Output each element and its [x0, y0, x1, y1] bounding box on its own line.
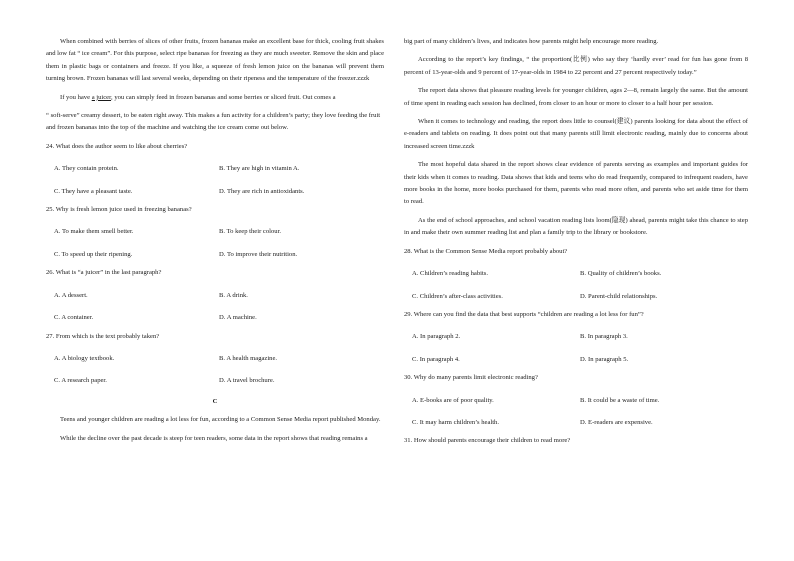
q30-option-c: C. It may harm children’s health.	[412, 418, 499, 426]
question-26-options	[54, 280, 384, 325]
q24-option-c: C. They have a pleasant taste.	[54, 187, 133, 195]
question-30-options	[412, 385, 748, 430]
q26-option-a: A. A dessert.	[54, 291, 88, 299]
question-24-options	[54, 153, 384, 198]
question-26: 26. What is “a juicer” in the last paragraph?	[46, 269, 162, 277]
question-25: 25. Why is fresh lemon juice used in freezing bananas?	[46, 206, 192, 214]
passage-c-continuation: big part of many children’s lives, and indicates how parents might help encourage more reading.	[404, 38, 659, 45]
question-29: 29. Where can you find the data that best supports “children are reading a lot less for fun”?	[404, 310, 644, 318]
q27-option-a: A. A biology textbook.	[54, 354, 115, 362]
passage-c-paragraph-6: The most hopeful data shared in the report shows clear evidence of parents serving as examples and important guides for their kids when it comes to reading. Data shows that kids and teens who do read frequently, compared to infrequent readers, have more books in the home, more books purchased for them, parents who read more often, and parents who set aside time for them to read.	[404, 161, 748, 206]
passage-paragraph-3: “ soft-serve” creamy dessert, to be eaten right away. This makes a fun activity for a children’s party; they love feeding the fruit and frozen bananas into the top of the machine and watching the ice cream come out below.	[46, 112, 381, 132]
q27-option-b: B. A health magazine.	[219, 354, 278, 362]
paragraph-2-end: , you can simply feed in frozen bananas and some berries or sliced fruit. Out comes a	[111, 93, 336, 101]
passage-c-paragraph-3: According to the report’s key findings, “ the proportion(比例) who say they ‘hardly ever’ read for fun has gone from 8 percent of 13-year-olds and 9 percent of 17-year-olds in 1984 to 22 percent and 27 percent respectively today.”	[404, 56, 748, 76]
juicer-term: a juicer	[91, 93, 112, 101]
q29-option-a: A. In paragraph 2.	[412, 333, 461, 341]
passage-paragraph-2	[46, 92, 384, 104]
q29-option-c: C. In paragraph 4.	[412, 355, 460, 363]
q24-option-d: D. They are rich in antioxidants.	[219, 187, 305, 195]
q26-option-b: B. A drink.	[219, 291, 248, 299]
q27-option-c: C. A research paper.	[54, 377, 107, 385]
q29-option-b: B. In paragraph 3.	[580, 333, 628, 341]
left-column	[46, 36, 384, 445]
q25-option-d: D. To improve their nutrition.	[219, 250, 298, 258]
q27-option-d: D. A travel brochure.	[219, 377, 275, 385]
passage-paragraph-1: When combined with berries of slices of other fruits, frozen bananas make an excellent base for thick, cooling fruit shakes and low fat “ ice cream”. For this purpose, select ripe bananas for freezing as they are much sweeter. Remove the skin and place them in plastic bags or containers and freeze. If you like, a squeeze of fresh lemon juice on the bananas will prevent them turning brown. Frozen bananas will last several weeks, depending on their ripeness and the temperature of the freezer.zzzk	[46, 38, 384, 83]
right-column	[404, 36, 748, 448]
question-25-options	[54, 216, 384, 261]
question-27: 27. From which is the text probably taken?	[46, 332, 160, 340]
q26-option-c: C. A container.	[54, 314, 94, 322]
q25-option-c: C. To speed up their ripening.	[54, 250, 133, 258]
passage-c-paragraph-2: While the decline over the past decade is steep for teen readers, some data in the report shows that reading remains a	[60, 434, 368, 442]
question-28: 28. What is the Common Sense Media report probably about?	[404, 247, 568, 255]
q30-option-a: A. E-books are of poor quality.	[412, 396, 494, 404]
q28-option-c: C. Children’s after-class activities.	[412, 292, 503, 300]
passage-c-paragraph-4: The report data shows that pleasure reading levels for younger children, ages 2—8, remain largely the same. But the amount of time spent in reading each session has declined, from closer to an hour or more to closer to a half hour per session.	[404, 87, 748, 107]
question-30: 30. Why do many parents limit electronic reading?	[404, 374, 538, 382]
question-28-options	[412, 258, 748, 303]
question-27-options	[54, 343, 384, 388]
q26-option-d: D. A machine.	[219, 314, 257, 322]
question-24: 24. What does the author seem to like about cherries?	[46, 142, 188, 150]
q25-option-b: B. To keep their colour.	[219, 228, 282, 236]
passage-c-paragraph-7: As the end of school approaches, and school vacation reading lists loom(隐现) ahead, parents might take this chance to step in and make their own summer reading list and plan a family trip to the library or bookstore.	[404, 216, 748, 237]
q28-option-a: A. Children’s reading habits.	[412, 270, 488, 278]
q28-option-d: D. Parent-child relationships.	[580, 292, 658, 300]
passage-c-paragraph-5: When it comes to technology and reading, the report does little to counsel(建议) parents looking for data about the effect of e-readers and tablets on reading. It does point out that many parents still limit electronic reading, mainly due to concerns about increased screen time.zzzk	[404, 118, 748, 150]
question-31: 31. How should parents encourage their children to read more?	[404, 437, 571, 445]
q25-option-a: A. To make them smell better.	[54, 228, 134, 236]
q24-option-a: A. They contain protein.	[54, 165, 119, 173]
q24-option-b: B. They are high in vitamin A.	[219, 165, 300, 173]
q29-option-d: D. In paragraph 5.	[580, 355, 629, 363]
q30-option-b: B. It could be a waste of time.	[580, 396, 660, 404]
paragraph-2-start: If you have	[60, 93, 92, 101]
q28-option-b: B. Quality of children’s books.	[580, 270, 662, 278]
section-heading: C	[212, 397, 218, 405]
question-29-options	[412, 321, 748, 366]
q30-option-d: D. E-readers are expensive.	[580, 418, 653, 426]
passage-c-paragraph-1: Teens and younger children are reading a lot less for fun, according to a Common Sense Media report published Monday.	[60, 416, 381, 424]
